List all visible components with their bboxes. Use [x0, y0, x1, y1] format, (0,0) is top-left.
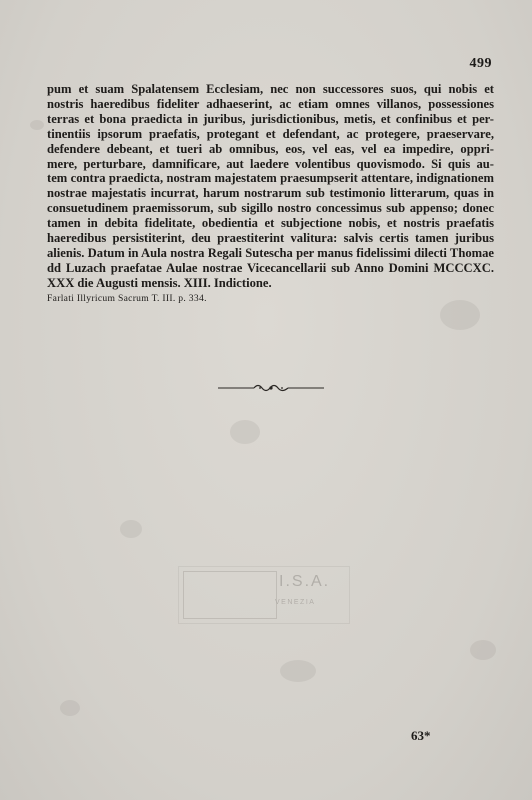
stamp-subtext: VENEZIA [275, 599, 316, 606]
paper-stain [470, 640, 496, 660]
text-line: mere, perturbare, damnificare, aut laedere volentibus quovismodo. Si quis au- [47, 156, 494, 171]
stamp-frame [183, 571, 277, 619]
text-line: terras et bona praedicta in juribus, jurisdictionibus, metis, et confinibus et per- [47, 111, 494, 126]
text-line: XXX die Augusti mensis. XIII. Indictione. [47, 275, 272, 290]
paper-stain [120, 520, 142, 538]
text-line: defendere debeant, et tueri ab omnibus, eos, vel eas, vel ea impedire, oppri- [47, 141, 494, 156]
paper-stain [280, 660, 316, 682]
ornament-divider [218, 382, 324, 394]
text-line: dd Luzach praefatae Aulae nostrae Vicecancellarii sub Anno Domini MCCCXC. [47, 260, 494, 275]
signature-mark: 63* [411, 728, 431, 743]
text-line: alienis. Datum in Aula nostra Regali Sutescha per manus fidelissimi dilecti Thomae [47, 245, 494, 260]
paper-stain [60, 700, 80, 716]
paper-stain [30, 120, 44, 130]
text-line: tamen in debita fidelitate, obedientia et subjectione nobis, et nostris praefatis [47, 216, 494, 231]
text-line: tinentiis ipsorum praefatis, protegant et defendant, ac protegere, praeservare, [47, 126, 494, 141]
paper-stain [440, 300, 480, 330]
library-stamp [178, 566, 350, 624]
paper-stain [230, 420, 260, 444]
text-line: tem contra praedicta, nostram majestatem praesumpserit attentare, indignationem [47, 171, 494, 186]
stamp-letters: I.S.A. [279, 573, 331, 590]
source-citation: Farlati Illyricum Sacrum T. III. p. 334. [47, 293, 207, 304]
text-line: pum et suam Spalatensem Ecclesiam, nec non successores suos, qui nobis et [47, 82, 494, 96]
text-line: nostrae majestatis incurrat, harum nostrarum sub testimonio litterarum, quas in [47, 186, 494, 201]
page-number: 499 [469, 56, 492, 71]
text-line: nostris haeredibus fideliter adhaeserint, ac etiam omnes villanos, possessiones [47, 96, 494, 111]
text-line: haeredibus persistiterint, deu praestiterint valitura: salvis certis tamen juribus [47, 231, 494, 246]
body-paragraph [47, 82, 494, 291]
text-line: consuetudinem praemissorum, sub sigillo nostro concessimus sub appenso; donec [47, 201, 494, 216]
